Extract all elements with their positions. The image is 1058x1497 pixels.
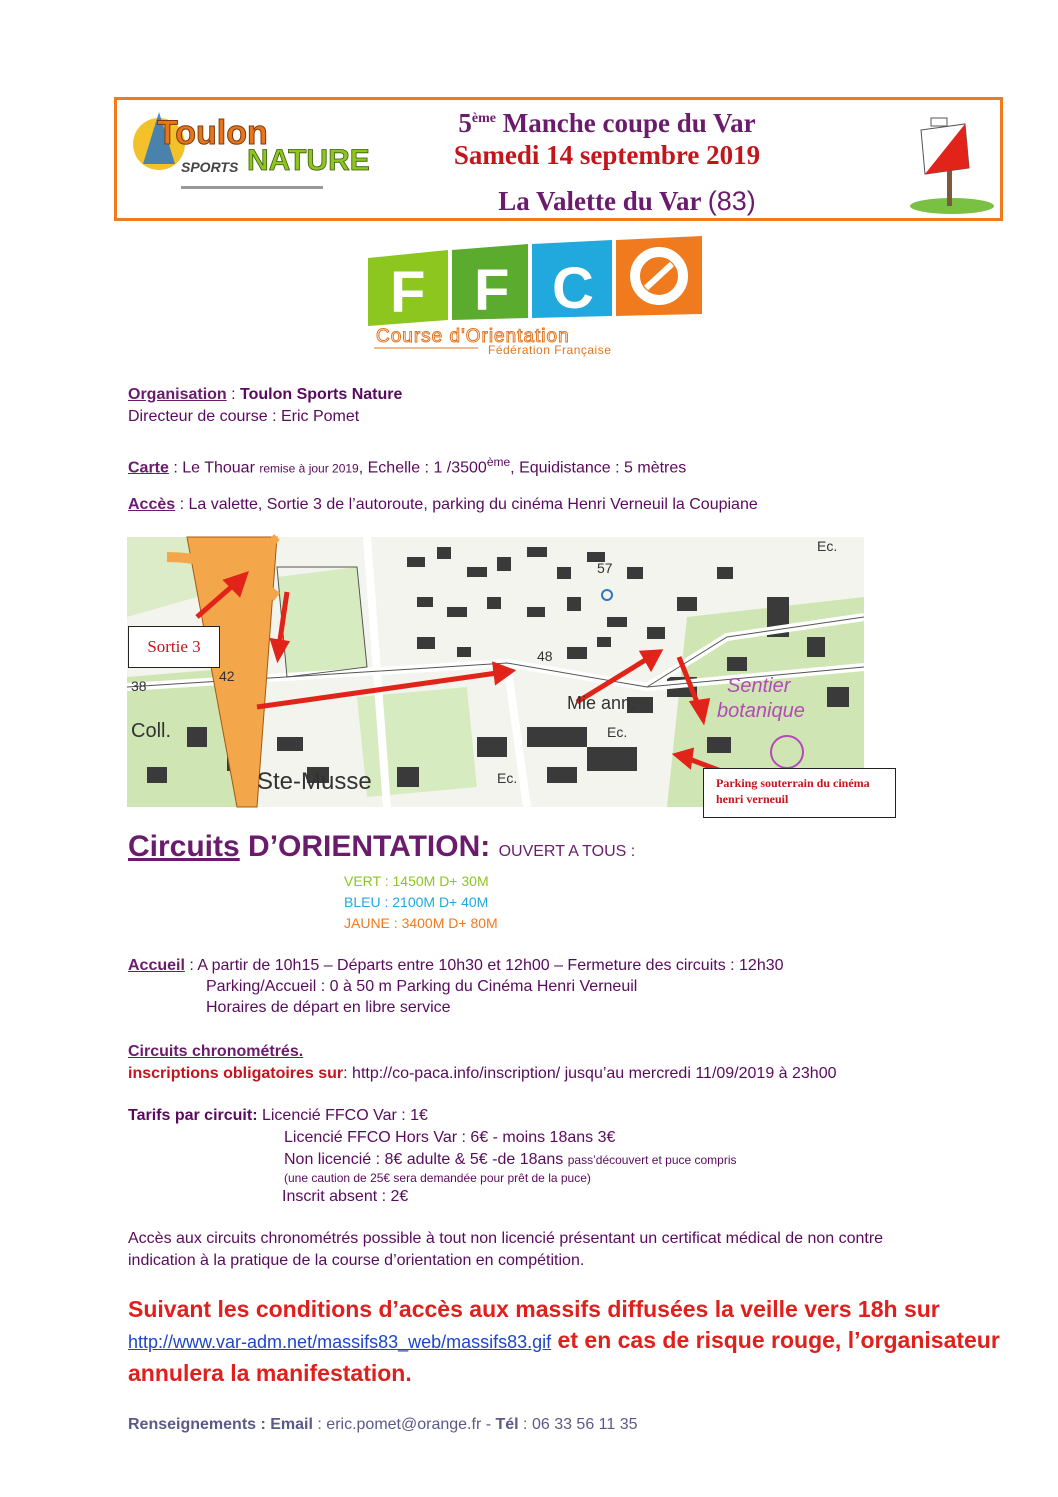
carte-update: remise à jour 2019 xyxy=(259,461,359,476)
organisation-line xyxy=(128,384,402,406)
footer-email: : eric.pomet@orange.fr - xyxy=(312,1416,496,1433)
accueil-text-1: : A partir de 10h15 – Départs entre 10h30 et 12h00 – Fermeture des circuits : 12h30 xyxy=(184,957,784,974)
circuits-heading-rest: D’ORIENTATION xyxy=(239,830,481,863)
ffco-course-text: Course d'Orientation xyxy=(376,326,570,347)
map-label-sentier: Sentier xyxy=(727,675,791,697)
circuit-vert: VERT : 1450M D+ 30M xyxy=(344,873,489,889)
title-manche xyxy=(397,108,817,139)
ffco-letter-f1: F xyxy=(390,260,426,325)
accueil-label: Accueil xyxy=(128,957,185,974)
footer-label-tel: Tél xyxy=(495,1416,519,1433)
title-date: Samedi 14 septembre 2019 xyxy=(453,140,761,170)
title-place xyxy=(437,186,817,217)
tarifs-label: Tarifs par circuit: xyxy=(128,1107,258,1124)
ffco-logo xyxy=(368,236,708,356)
map-label-ec-3: Ec. xyxy=(497,770,518,786)
ffco-letter-c: C xyxy=(552,256,594,321)
chrono-label-text: Circuits chronométrés. xyxy=(128,1043,304,1060)
access-map xyxy=(127,537,864,807)
accueil-line-2: Parking/Accueil : 0 à 50 m Parking du Cinéma Henri Verneuil xyxy=(206,978,638,995)
tarifs-text-3-small: pass’découvert et puce compris xyxy=(567,1153,737,1167)
map-label-ec-2: Ec. xyxy=(607,724,628,740)
warning-part-2: et en cas de risque rouge, l’organisateur annulera la manifestation. xyxy=(128,1327,1000,1386)
place-dept: (83) xyxy=(707,186,756,216)
map-label-mie: Mie ann. xyxy=(567,693,637,713)
tarifs-line-2: Licencié FFCO Hors Var : 6€ - moins 18ans 3€ xyxy=(284,1129,616,1146)
logo-tagline-line xyxy=(181,186,323,189)
manche-number: 5 xyxy=(458,108,472,138)
footer-tel: : 06 33 56 11 35 xyxy=(518,1416,638,1433)
header-box xyxy=(114,97,1003,221)
footer-label-email: Renseignements : Email xyxy=(128,1416,313,1433)
acces-value: : La valette, Sortie 3 de l’autoroute, parking du cinéma Henri Verneuil la Coupiane xyxy=(175,496,758,513)
carte-value-b: , Echelle : 1 /3500 xyxy=(358,459,487,477)
carte-line xyxy=(128,451,686,479)
inscriptions-value: : http://co-paca.info/inscription/ jusqu’au mercredi 11/09/2019 à 23h00 xyxy=(343,1065,837,1082)
chrono-label xyxy=(128,1041,303,1063)
circuit-jaune: JAUNE : 3400M D+ 80M xyxy=(344,915,498,931)
ffco-letter-f2: F xyxy=(474,258,510,323)
sortie-3-label: Sortie 3 xyxy=(128,626,220,668)
carte-label: Carte xyxy=(128,459,169,477)
map-label-38: 38 xyxy=(131,678,147,694)
tarifs-line-5: Inscrit absent : 2€ xyxy=(282,1188,409,1205)
map-label-42: 42 xyxy=(219,668,235,684)
logo-toulon-text: Toulon xyxy=(157,114,268,152)
toulon-sports-nature-logo xyxy=(129,104,370,200)
place-text: La Valette du Var xyxy=(498,186,708,216)
orienteering-flag-icon xyxy=(907,110,997,215)
medical-line-2: indication à la pratique de la course d’orientation en compétition. xyxy=(128,1252,585,1269)
map-label-ste-musse: Ste-Musse xyxy=(257,768,372,795)
logo-nature-text: NATURE xyxy=(247,144,370,177)
carte-value-c: , Equidistance : 5 mètres xyxy=(510,459,687,477)
circuits-heading-u: Circuits xyxy=(128,830,240,863)
map-label-coll: Coll. xyxy=(131,720,172,742)
ffco-federation-text: Fédération Française xyxy=(488,343,612,357)
map-label-ec-1: Ec. xyxy=(817,538,838,554)
inscriptions-line xyxy=(128,1063,837,1085)
manche-text: Manche coupe du Var xyxy=(496,108,756,138)
tarifs-caution: (une caution de 25€ sera demandée pour prêt de la puce) xyxy=(284,1171,591,1185)
director-line: Directeur de course : Eric Pomet xyxy=(128,408,360,425)
massifs-link[interactable]: http://www.var-adm.net/massifs83_web/massifs83.gif xyxy=(128,1332,552,1352)
circuits-heading xyxy=(128,830,635,864)
tarifs-text-1: Licencié FFCO Var : 1€ xyxy=(257,1107,428,1124)
tarifs-line-1 xyxy=(128,1105,428,1127)
circuits-open: OUVERT A TOUS : xyxy=(498,843,636,860)
map-label-botanique: botanique xyxy=(717,700,805,722)
map-label-48: 48 xyxy=(537,648,553,664)
warning-text xyxy=(128,1294,1008,1389)
acces-line xyxy=(128,494,758,516)
medical-line-1: Accès aux circuits chronométrés possible à tout non licencié présentant un certificat médical de non contre xyxy=(128,1230,884,1247)
map-label-57: 57 xyxy=(597,560,613,576)
circuit-bleu: BLEU : 2100M D+ 40M xyxy=(344,894,489,910)
carte-sup: ème xyxy=(486,455,511,469)
logo-sports-text: SPORTS xyxy=(181,159,239,175)
parking-label: Parking souterrain du cinéma henri verneuil xyxy=(703,768,896,818)
manche-sup: ème xyxy=(471,111,497,126)
tarifs-text-3: Non licencié : 8€ adulte & 5€ -de 18ans xyxy=(284,1151,568,1168)
accueil-line-3: Horaires de départ en libre service xyxy=(206,999,451,1016)
organisation-label: Organisation xyxy=(128,386,227,403)
circuits-heading-colon: : xyxy=(480,830,499,863)
organisation-value: Toulon Sports Nature xyxy=(240,386,403,403)
inscriptions-label: inscriptions obligatoires sur xyxy=(128,1065,344,1082)
carte-value-a: : Le Thouar xyxy=(168,459,260,477)
organisation-sep: : xyxy=(226,386,241,403)
footer-contact xyxy=(128,1416,638,1434)
acces-label: Accès xyxy=(128,496,176,513)
accueil-line-1 xyxy=(128,955,784,977)
warning-part-1: Suivant les conditions d’accès aux massifs diffusées la veille vers 18h sur xyxy=(128,1296,940,1322)
